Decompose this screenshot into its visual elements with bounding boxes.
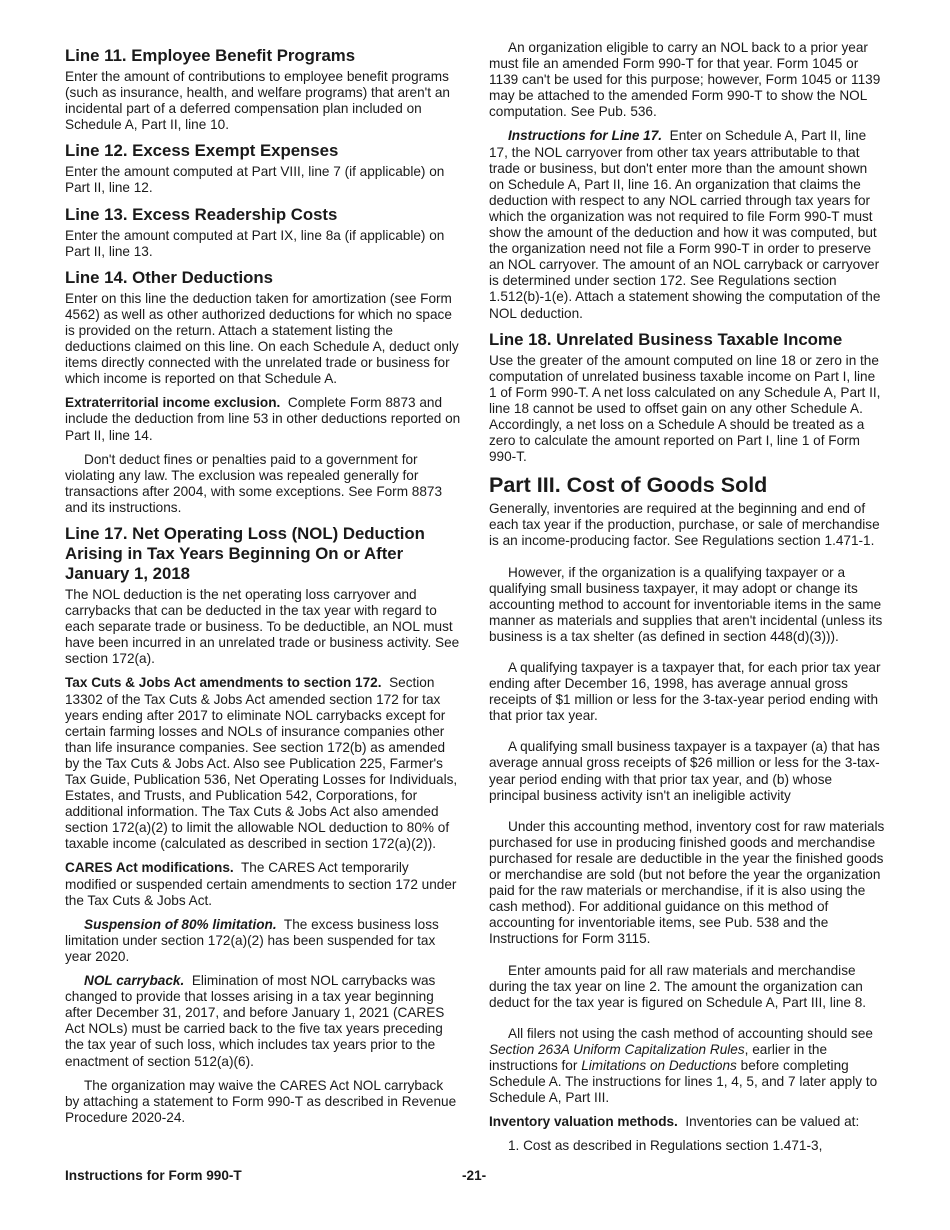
cash-method-text-b: , earlier in the instructions for [489,1041,827,1073]
cash-method-text-a: All filers not using the cash method of accounting should see [508,1025,873,1041]
cares-text: The CARES Act temporarily modified or suspended certain amendments to section 172 under the Tax Cuts & Jobs Act. [65,860,457,908]
line18-text: Use the greater of the amount computed on line 18 or zero in the computation of unrelated business taxable income on Part I, line 1 of Form 990-T. A net loss calculated on any Schedule A, Part II, line 18 cannot be used to offset gain on any other Schedule A. Accordingly, a net loss on a Schedule A should be treated as a zero to calculate the amount reported on Part I, line 1 of Form 990-T. [489,352,881,465]
part3-qualifying: However, if the organization is a qualifying taxpayer or a qualifying small business taxpayer, it may adopt or change its accounting method to account for inventoriable items in the same manner as materials and supplies that aren't incidental (unless its business is a tax shelter (as defined in section 448(d)(3))). [489,564,883,644]
instructions-line17-label: Instructions for Line 17. [508,128,663,144]
tcja-text: Section 13302 of the Tax Cuts & Jobs Act amended section 172 for tax years ending after 2017 to eliminate NOL carrybacks except for certain farming losses and NOLs of insurance companies other than life insurance companies. See section 172(b) as amended by the Tax Cuts & Jobs Act. Also see Publication 225, Farmer's Tax Guide, Publication 536, Net Operating Losses for Individuals, Estates, and Trusts, and Publication 542, Corporations, for additional information. The Tax Cuts & Jobs Act also amended section 172(a)(2) to limit the allowable NOL deduction to 80% of taxable income (calculated as described in section 172(a)(2)). [65,675,458,852]
line14-text: Enter on this line the deduction taken for amortization (see Form 4562) as well as other authorized deductions for which no space is provided on the return. Attach a statement listing the deductions claimed on this line. On each Schedule A, deduct only items directly connected with the unrelated trade or business for which income is reported on that Schedule A. [65,290,459,387]
fines-paragraph: Don't deduct fines or penalties paid to a government for violating any law. The exclusion was repealed generally for transactions after 2004, with some exceptions. See Form 8873 and its instructions. [65,451,443,515]
part3-accounting-method: Under this accounting method, inventory cost for raw materials purchased for use in producing finished goods and merchandise purchased for resale are deductible in the year the finished goods or merchandise are sold (but not before the year the organization paid for the raw materials or merchandise, if it is also using the cash method). For additional guidance on this method of accounting for inventoriable items, see Pub. 538 and the Instructions for Form 3115. [489,818,885,947]
part3-small-business: A qualifying small business taxpayer is a taxpayer (a) that has average annual gross receipts of $26 million or less for the 3-tax-year period ending with that prior tax year, and (b) whose principal business activity isn't an ineligible activity [489,739,880,803]
inventory-list-item: 1. Cost as described in Regulations section 1.471-3, [508,1138,823,1154]
suspension-paragraph [65,917,461,965]
waive-paragraph: The organization may waive the CARES Act NOL carryback by attaching a statement to Form 990-T as described in Revenue Procedure 2020-24. [65,1077,457,1125]
line12-heading: Line 12. Excess Exempt Expenses [65,141,339,161]
suspension-text: The excess business loss limitation under section 172(a)(2) has been suspended for tax year 2020. [65,916,439,964]
limitations-link: Limitations on Deductions [581,1057,737,1073]
inventory-text: Inventories can be valued at: [685,1114,860,1130]
part3-heading: Part III. Cost of Goods Sold [489,473,768,498]
line14-heading: Line 14. Other Deductions [65,267,273,287]
footer-form-name: Instructions for Form 990-T [65,1168,242,1183]
cares-paragraph [65,860,461,908]
line11-text: Enter the amount of contributions to employee benefit programs (such as insurance, health, and welfare programs) that aren't an incidental part of a deferred compensation plan included on Schedule A, Part II, line 10. [65,69,450,133]
part3-qualifying-taxpayer: A qualifying taxpayer is a taxpayer that, for each prior tax year ending after December 16, 1998, has average annual gross receipts of $1 million or less for the 3-tax-year period ending with that prior tax year. [489,660,881,724]
instructions-line17-text: Enter on Schedule A, Part II, line 17, the NOL carryover from other tax years attributable to that trade or business, but don't enter more than the amount shown on Schedule A, Part II, line 16. An organization that claims the deduction with respect to any NOL carried through tax years for which the organization was not required to file Form 990-T must show the amount of the deduction and how it was computed, but the organization need not file a Form 990-T in order to preserve an NOL carryover. The amount of an NOL carryback or carryover is determined under section 172. See Regulations section 1.512(b)-1(e). Attach a statement showing the computation of the NOL deduction. [489,128,881,321]
suspension-label: Suspension of 80% limitation. [84,916,277,932]
tcja-label: Tax Cuts & Jobs Act amendments to section 172. [65,675,382,691]
line13-heading: Line 13. Excess Readership Costs [65,204,338,224]
nol-carryback-text: Elimination of most NOL carrybacks was changed to provide that losses arising in a tax year beginning after December 31, 2017, and before January 1, 2021 (CARES Act NOLs) must be carried back to the five tax years preceding the tax year of such loss, which includes tax years prior to the enactment of section 512(a)(6). [65,973,445,1069]
eligible-paragraph: An organization eligible to carry an NOL back to a prior year must file an amended Form 990-T for that year. Form 1045 or 1139 can't be used for this purpose; however, Form 1045 or 1139 may be attached to the amended Form 990-T to show the NOL computation. See Pub. 536. [489,40,881,120]
right-column [489,40,885,1154]
line18-heading: Line 18. Unrelated Business Taxable Income [489,329,843,349]
extraterritorial-paragraph [65,395,461,443]
left-column [65,40,461,1134]
inventory-paragraph [489,1114,885,1130]
tcja-paragraph [65,675,461,852]
inventory-label: Inventory valuation methods. [489,1114,678,1130]
cares-label: CARES Act modifications. [65,860,234,876]
nol-carryback-label: NOL carryback. [84,973,185,989]
line11-heading: Line 11. Employee Benefit Programs [65,46,356,65]
nol-carryback-paragraph [65,973,461,1070]
cash-method-text-c: before completing Schedule A. The instructions for lines 1, 4, 5, and 7 later apply to Schedule A, Part III. [489,1057,878,1106]
extraterritorial-label: Extraterritorial income exclusion. [65,395,281,411]
line12-text: Enter the amount computed at Part VIII, line 7 (if applicable) on Part II, line 12. [65,164,445,196]
extraterritorial-text: Complete Form 8873 and include the deduction from line 53 in other deductions reported on Part II, line 14. [65,395,461,443]
section-263a-link: Section 263A Uniform Capitalization Rules [489,1041,745,1057]
part3-raw-materials: Enter amounts paid for all raw materials and merchandise during the tax year on line 2. The amount the organization can deduct for the tax year is figured on Schedule A, Part III, line 8. [489,962,867,1010]
part3-cash-method [489,1026,885,1106]
line13-text: Enter the amount computed at Part IX, line 8a (if applicable) on Part II, line 13. [65,227,445,259]
footer-page-number: -21- [462,1168,487,1183]
part3-intro: Generally, inventories are required at the beginning and end of each tax year if the production, purchase, or sale of merchandise is an income-producing factor. See Regulations section 1.471-1. [489,501,880,549]
inventory-list [489,1138,885,1154]
line17-text: The NOL deduction is the net operating loss carryover and carrybacks that can be deducted in the tax year with regard to each separate trade or business. To be deductible, an NOL must have been incurred in an unrelated trade or business activity. See section 172(a). [65,586,460,667]
line17-heading: Line 17. Net Operating Loss (NOL) Deduction Arising in Tax Years Beginning On or After January 1, 2018 [65,523,425,583]
instructions-line17-paragraph [489,128,885,321]
